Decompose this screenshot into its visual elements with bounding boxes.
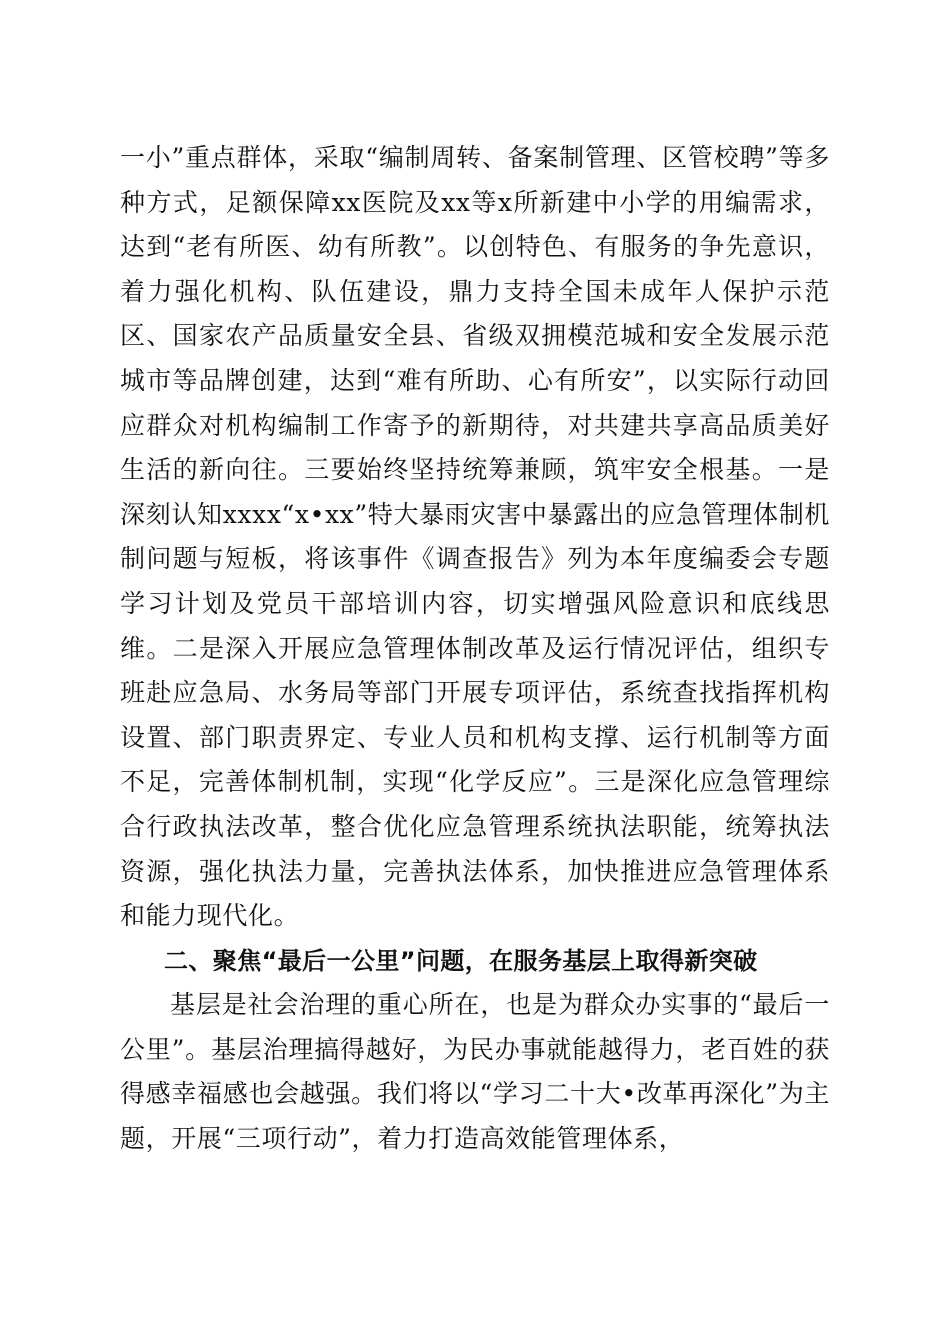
- document-page: [120, 136, 830, 1162]
- body-paragraph-1: 一小”重点群体，采取“编制周转、备案制管理、区管校聘”等多种方式，足额保障xx医院及xx等x所新建中小学的用编需求，达到“老有所医、幼有所教”。以创特色、有服务的争先意识，着力强化机构、队伍建设，鼎力支持全国未成年人保护示范区、国家农产品质量安全县、省级双拥模范城和安全发展示范城市等品牌创建，达到“难有所助、心有所安”，以实际行动回应群众对机构编制工作寄予的新期待，对共建共享高品质美好生活的新向往。三要始终坚持统筹兼顾，筑牢安全根基。一是深刻认知xxxx“x•xx”特大暴雨灾害中暴露出的应急管理体制机制问题与短板，将该事件《调查报告》列为本年度编委会专题学习计划及党员干部培训内容，切实增强风险意识和底线思维。二是深入开展应急管理体制改革及运行情况评估，组织专班赴应急局、水务局等部门开展专项评估，系统查找指挥机构设置、部门职责界定、专业人员和机构支撑、运行机制等方面不足，完善体制机制，实现“化学反应”。三是深化应急管理综合行政执法改革，整合优化应急管理系统执法职能，统筹执法资源，强化执法力量，完善执法体系，加快推进应急管理体系和能力现代化。: [120, 143, 830, 931]
- body-paragraph-2: 基层是社会治理的重心所在，也是为群众办实事的“最后一公里”。基层治理搞得越好，为民办事就能越得力，老百姓的获得感幸福感也会越强。我们将以“学习二十大•改革再深化”为主题，开展“三项行动”，着力打造高效能管理体系，: [120, 990, 830, 1154]
- section-heading-2: 二、聚焦“最后一公里”问题，在服务基层上取得新突破: [164, 946, 758, 975]
